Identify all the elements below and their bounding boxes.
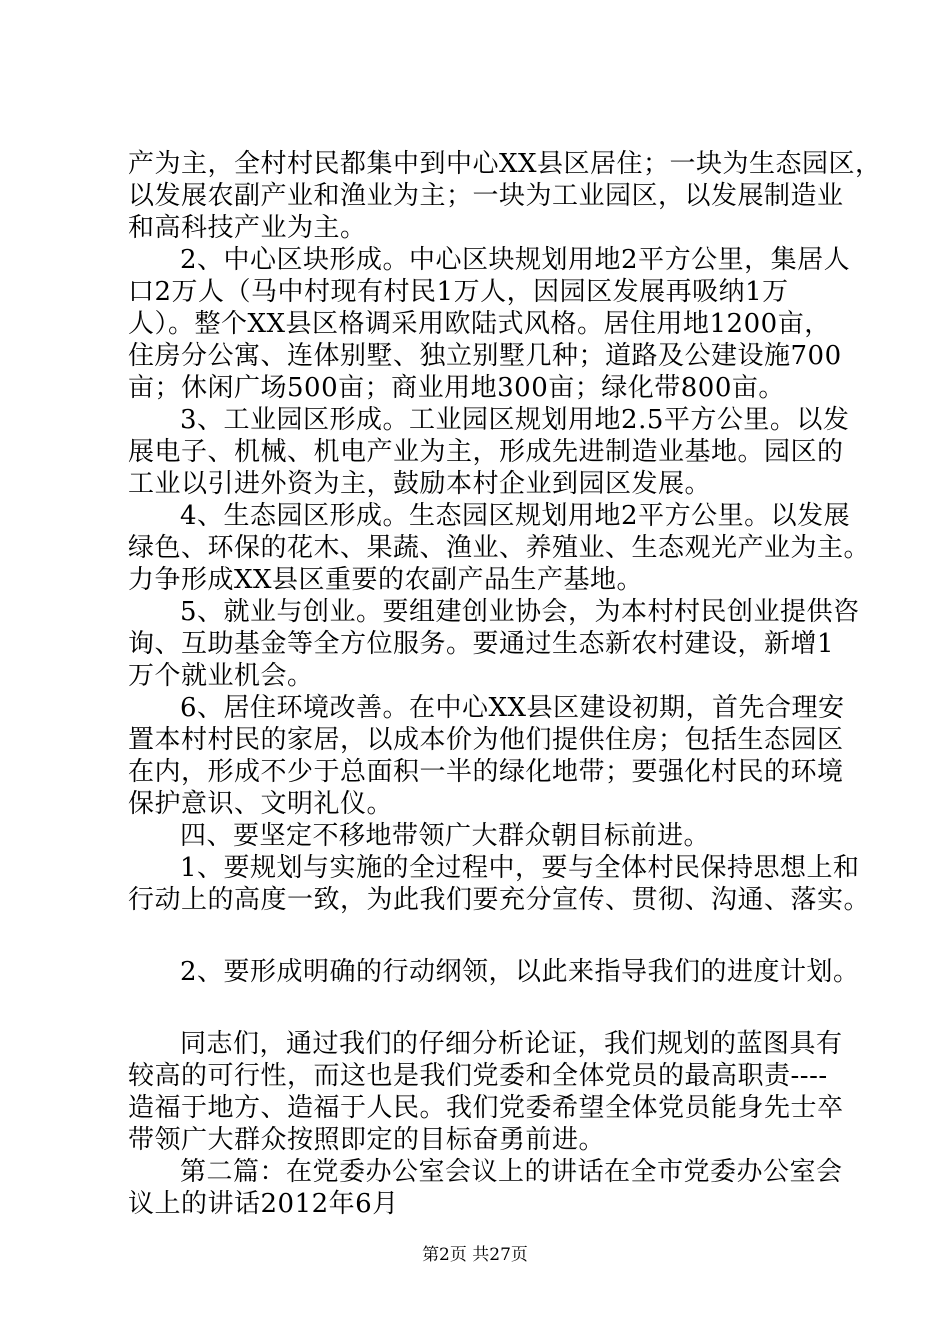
paragraph-line: 工业以引进外资为主，鼓励本村企业到园区发展。 <box>128 469 712 499</box>
paragraph-line: 绿色、环保的花木、果蔬、渔业、养殖业、生态观光产业为主。 <box>128 533 871 563</box>
paragraph-line: 带领广大群众按照即定的目标奋勇前进。 <box>128 1125 606 1155</box>
paragraph-line: 3、工业园区形成。工业园区规划用地2.5平方公里。以发 <box>180 405 850 435</box>
paragraph-line: 4、生态园区形成。生态园区规划用地2平方公里。以发展 <box>180 501 851 531</box>
paragraph-line: 亩；休闲广场500亩；商业用地300亩；绿化带800亩。 <box>128 373 785 403</box>
paragraph-gap <box>128 988 838 1028</box>
paragraph-line: 2、中心区块形成。中心区块规划用地2平方公里，集居人 <box>180 245 851 275</box>
paragraph-line: 住房分公寓、连体别墅、独立别墅几种；道路及公建设施700 <box>128 341 842 371</box>
page-number-footer: 第2页 共27页 <box>422 1245 528 1265</box>
paragraph-line: 第二篇：在党委办公室会议上的讲话在全市党委办公室会 <box>180 1157 843 1187</box>
paragraph-line: 5、就业与创业。要组建创业协会，为本村村民创业提供咨 <box>180 597 860 627</box>
paragraph-line: 万个就业机会。 <box>128 661 314 691</box>
paragraph-line: 行动上的高度一致，为此我们要充分宣传、贯彻、沟通、落实。 <box>128 885 871 915</box>
paragraph-line: 保护意识、文明礼仪。 <box>128 789 394 819</box>
paragraph-line: 询、互助基金等全方位服务。要通过生态新农村建设，新增1 <box>128 629 835 659</box>
paragraph-line: 在内，形成不少于总面积一半的绿化地带；要强化村民的环境 <box>128 757 844 787</box>
paragraph-line: 力争形成XX县区重要的农副产品生产基地。 <box>128 565 644 595</box>
paragraph-line: 以发展农副产业和渔业为主；一块为工业园区，以发展制造业 <box>128 181 844 211</box>
paragraph-line: 6、居住环境改善。在中心XX县区建设初期，首先合理安 <box>180 693 845 723</box>
paragraph-line: 置本村村民的家居，以成本价为他们提供住房；包括生态园区 <box>128 725 844 755</box>
paragraph-line: 和高科技产业为主。 <box>128 213 367 243</box>
paragraph-line: 同志们，通过我们的仔细分析论证，我们规划的蓝图具有 <box>180 1029 843 1059</box>
paragraph-line: 议上的讲话2012年6月 <box>128 1189 399 1219</box>
paragraph-line: 产为主，全村村民都集中到中心XX县区居住；一块为生态园区， <box>128 149 882 179</box>
paragraph-line: 展电子、机械、机电产业为主，形成先进制造业基地。园区的 <box>128 437 844 467</box>
paragraph-gap <box>128 916 838 956</box>
paragraph-line: 造福于地方、造福于人民。我们党委希望全体党员能身先士卒 <box>128 1093 844 1123</box>
document-body <box>128 148 882 1220</box>
paragraph-line: 2、要形成明确的行动纲领，以此来指导我们的进度计划。 <box>180 957 860 987</box>
section-heading: 四、要坚定不移地带领广大群众朝目标前进。 <box>180 821 711 851</box>
paragraph-line: 口2万人（马中村现有村民1万人，因园区发展再吸纳1万 <box>128 277 789 307</box>
paragraph-line: 1、要规划与实施的全过程中，要与全体村民保持思想上和 <box>180 853 860 883</box>
paragraph-line: 较高的可行性，而这也是我们党委和全体党员的最高职责---- <box>128 1061 828 1091</box>
paragraph-line: 人）。整个XX县区格调采用欧陆式风格。居住用地1200亩， <box>128 309 831 339</box>
